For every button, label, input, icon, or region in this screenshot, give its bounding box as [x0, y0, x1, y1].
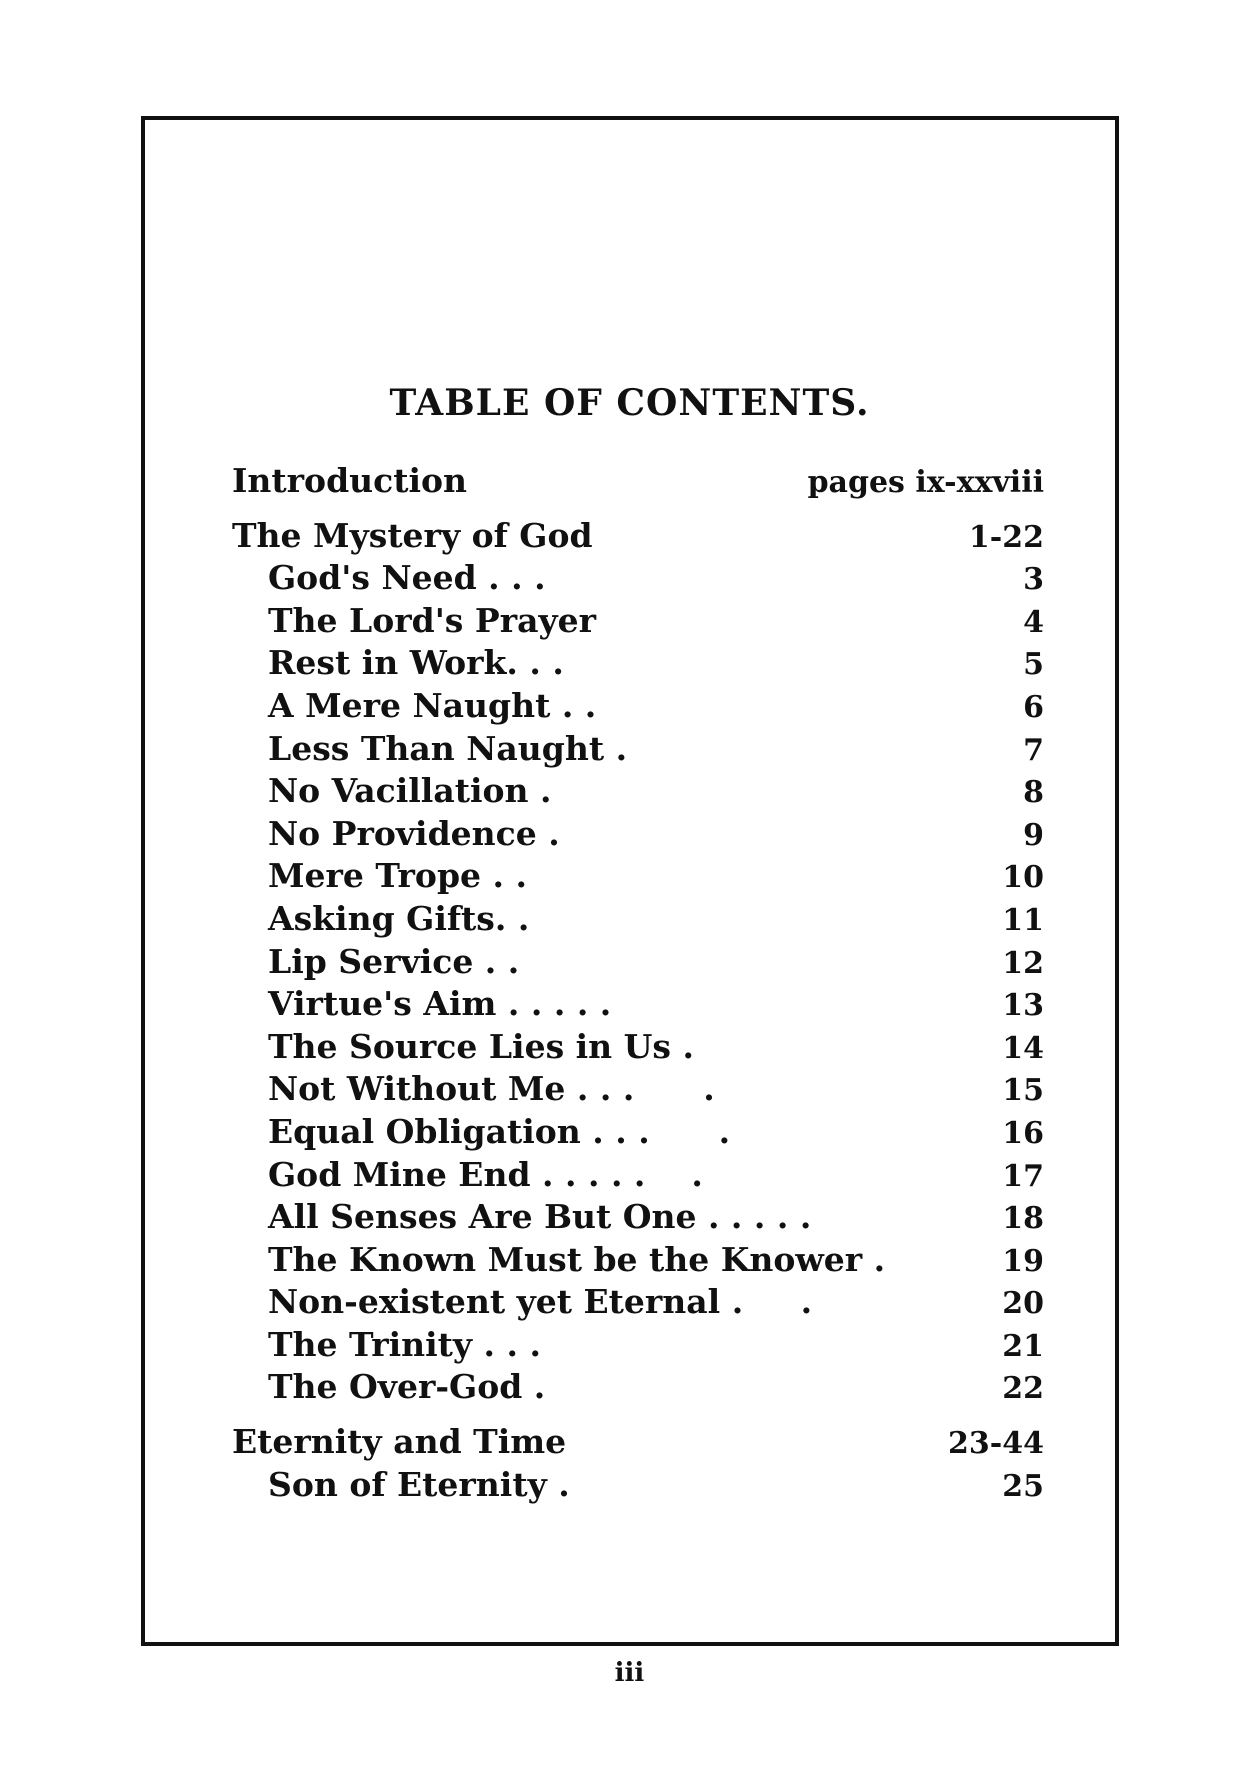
toc-row [232, 1324, 1044, 1367]
toc-entry-label: The Known Must be the Knower . [268, 1239, 886, 1279]
toc-entry-label: The Mystery of God [232, 515, 593, 555]
toc-row [232, 813, 1044, 856]
toc-entry-label: Lip Service . . [268, 941, 520, 981]
toc-entry-page: 3 [1023, 562, 1044, 598]
toc-row [232, 1196, 1044, 1239]
table-of-contents [232, 460, 1044, 1506]
toc-row [232, 1421, 1044, 1464]
toc-entry-page: 8 [1023, 775, 1044, 811]
toc-entry-label: God's Need . . . [268, 558, 546, 598]
toc-entry-page: 19 [1002, 1243, 1044, 1279]
page-number: iii [614, 1658, 645, 1688]
toc-entry-page: 25 [1002, 1468, 1044, 1504]
toc-entry-page: 18 [1002, 1201, 1044, 1237]
toc-entry-label: Less Than Naught . [268, 728, 628, 768]
toc-row [232, 1281, 1044, 1324]
toc-entry-label: A Mere Naught . . [268, 685, 597, 725]
toc-entry-label: The Lord's Prayer [268, 600, 597, 640]
toc-row [232, 1154, 1044, 1197]
toc-row [232, 983, 1044, 1026]
toc-row [232, 1111, 1044, 1154]
toc-row [232, 515, 1044, 558]
toc-entry-page: 20 [1002, 1286, 1044, 1322]
toc-row [232, 898, 1044, 941]
toc-entry-page: 11 [1002, 902, 1044, 938]
toc-row [232, 557, 1044, 600]
toc-entry-page: 17 [1002, 1158, 1044, 1194]
toc-entry-page: 4 [1023, 604, 1044, 640]
toc-entry-label: Rest in Work. . . [268, 643, 564, 683]
toc-entry-page: 13 [1002, 988, 1044, 1024]
toc-entry-page: 10 [1002, 860, 1044, 896]
toc-entry-label: The Trinity . . . [268, 1324, 541, 1364]
toc-entry-label: The Over-God . [268, 1367, 546, 1407]
toc-row [232, 685, 1044, 728]
toc-entry-page: 23-44 [948, 1426, 1044, 1462]
toc-entry-label: The Source Lies in Us . [268, 1026, 694, 1066]
page-title: TABLE OF CONTENTS. [389, 382, 870, 424]
toc-row [232, 460, 1044, 503]
toc-entry-page: 12 [1002, 945, 1044, 981]
toc-entry-label: Mere Trope . . [268, 856, 527, 896]
toc-row [232, 941, 1044, 984]
toc-entry-page: 15 [1002, 1073, 1044, 1109]
toc-entry-page: 9 [1023, 817, 1044, 853]
toc-row [232, 1464, 1044, 1507]
toc-entry-label: Virtue's Aim . . . . . [268, 984, 612, 1024]
toc-row [232, 600, 1044, 643]
toc-entry-page: 22 [1002, 1371, 1044, 1407]
toc-entry-label: Introduction [232, 461, 468, 500]
toc-entry-label: All Senses Are But One . . . . . [268, 1197, 812, 1237]
toc-entry-page: 5 [1023, 647, 1044, 683]
toc-entry-label: God Mine End . . . . . . [268, 1154, 703, 1194]
toc-entry-label: Not Without Me . . . . [268, 1069, 715, 1109]
toc-entry-label: No Providence . [268, 813, 560, 853]
toc-entry-page: 16 [1002, 1115, 1044, 1151]
toc-entry-label: No Vacillation . [268, 771, 552, 811]
toc-row [232, 855, 1044, 898]
toc-entry-label: Son of Eternity . [268, 1464, 570, 1504]
toc-entry-label: Non-existent yet Eternal . . [268, 1282, 813, 1322]
toc-entry-label: Eternity and Time [232, 1422, 567, 1462]
toc-row [232, 770, 1044, 813]
toc-entry-page: pages ix-xxviii [807, 465, 1044, 500]
toc-entry-page: 1-22 [968, 519, 1044, 555]
toc-entry-page: 7 [1023, 732, 1044, 768]
toc-entry-page: 21 [1002, 1328, 1044, 1364]
toc-row [232, 642, 1044, 685]
toc-row [232, 1026, 1044, 1069]
toc-row [232, 1068, 1044, 1111]
toc-row [232, 728, 1044, 771]
toc-row [232, 1239, 1044, 1282]
toc-entry-page: 14 [1002, 1030, 1044, 1066]
toc-entry-label: Asking Gifts. . [268, 898, 530, 938]
toc-row [232, 1366, 1044, 1409]
toc-entry-page: 6 [1023, 689, 1044, 725]
toc-entry-label: Equal Obligation . . . . [268, 1111, 731, 1151]
